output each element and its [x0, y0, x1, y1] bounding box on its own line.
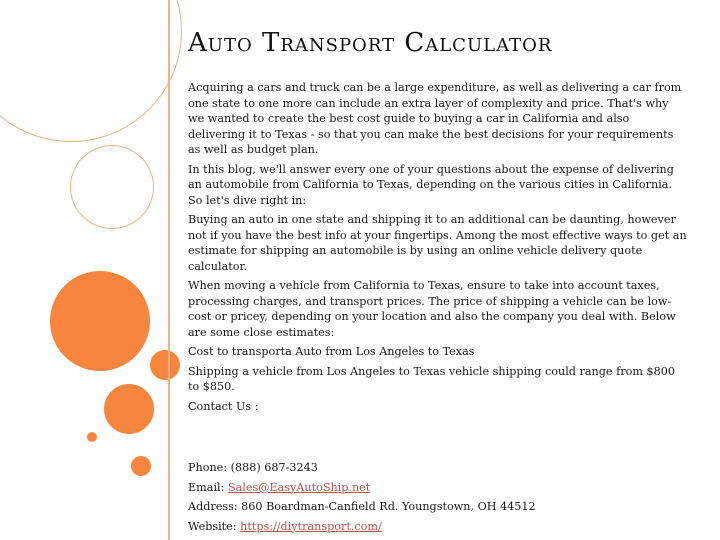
page-title: Auto Transport Calculator	[188, 28, 553, 58]
filled-circle-medium-2	[104, 384, 154, 434]
filled-circle-small	[131, 456, 151, 476]
filled-circle-large	[50, 271, 150, 371]
decorative-circles	[0, 0, 175, 540]
paragraph-buying: Buying an auto in one state and shipping it to an additional can be daunting, however not if you have the best info at your fingertips. Among the most effective ways to get an estimate for shipping an automobile is by using an online vehicle delivery quote calculator.	[188, 213, 687, 273]
paragraph-blog: In this blog, we'll answer every one of your questions about the expense of delivering an automobile from California to Texas, depending on the various cities in California. So let's dive right in:	[188, 162, 674, 207]
contact-address: Address: 860 Boardman-Canfield Rd. Youngstown, OH 44512	[188, 500, 536, 513]
outline-circle-small	[70, 145, 154, 229]
contact-email	[188, 480, 688, 496]
outline-circle-large	[0, 0, 182, 142]
slide-content	[188, 28, 688, 538]
email-label: Email:	[188, 480, 228, 494]
website-label: Website:	[188, 519, 241, 533]
contact-website	[188, 519, 688, 535]
email-link[interactable]: Sales@EasyAutoShip.net	[227, 480, 371, 494]
paragraph-contact-heading: Contact Us :	[188, 399, 259, 413]
vertical-divider-line	[168, 0, 170, 540]
paragraph-intro: Acquiring a cars and truck can be a large expenditure, as well as delivering a car from one state to one more can include an extra layer of complexity and price. That's why we wanted to create the best cost guide to buying a car in California and also delivering it to Texas - so that you can make the best decisions for your requirements as well as budget plan.	[188, 81, 682, 156]
paragraph-shipping-range: Shipping a vehicle from Los Angeles to Texas vehicle shipping could range from $800 to $850.	[188, 364, 675, 393]
paragraph-moving: When moving a vehicle from California to Texas, ensure to take into account taxes, processing charges, and transport prices. The price of shipping a vehicle can be low-cost or pricey, depending on your location and also the company you deal with. Below are some close estimates:	[188, 279, 676, 339]
filled-circle-medium	[150, 350, 180, 380]
contact-phone: Phone: (888) 687-3243	[188, 461, 318, 474]
website-link[interactable]: https://diytransport.com/	[240, 519, 382, 533]
filled-circle-tiny	[87, 432, 97, 442]
paragraph-cost-heading: Cost to transporta Auto from Los Angeles to Texas	[188, 345, 475, 358]
